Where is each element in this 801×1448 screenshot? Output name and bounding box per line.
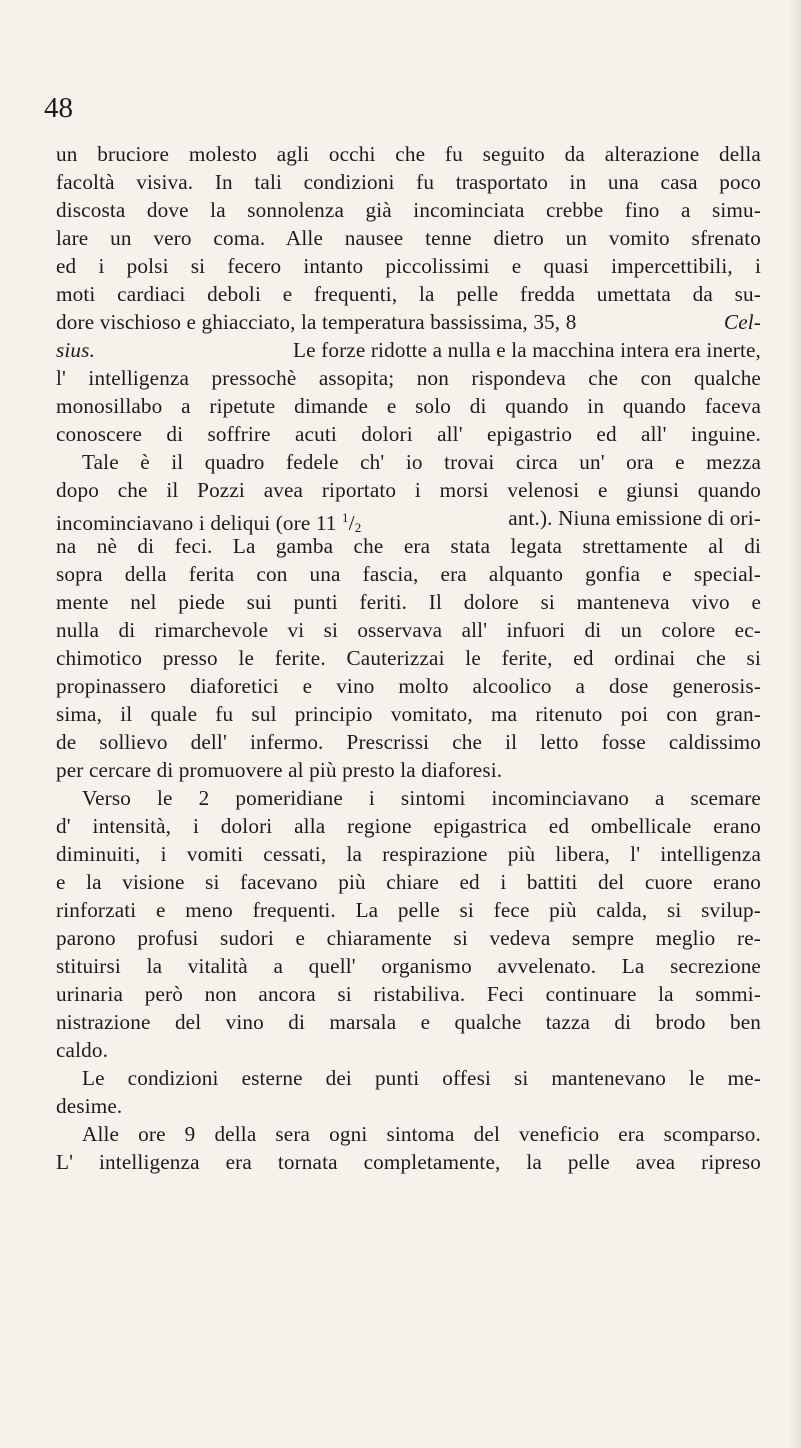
text-line: na nè di feci. La gamba che era stata legata strettamente al di: [56, 534, 761, 558]
text-line: L' intelligenza era tornata completamente, la pelle avea ripreso: [56, 1150, 761, 1174]
text-line: sopra della ferita con una fascia, era alquanto gonfia e special-: [56, 562, 761, 586]
paragraph-last-line: per cercare di promuovere al più presto la diaforesi.: [56, 758, 503, 782]
text-line: dopo che il Pozzi avea riportato i morsi velenosi e giunsi quando: [56, 478, 761, 502]
text-line: rinforzati e meno frequenti. La pelle si fece più calda, si svilup-: [56, 898, 761, 922]
fraction-slash: /: [348, 511, 355, 536]
italic-text-run: Cel-: [723, 310, 761, 334]
text-line: conoscere di soffrire acuti dolori all' epigastrio ed all' inguine.: [56, 422, 761, 446]
text-line: nistrazione del vino di marsala e qualche tazza di brodo ben: [56, 1010, 761, 1034]
paragraph-first-line: Alle ore 9 della sera ogni sintoma del veneficio era scomparso.: [82, 1122, 761, 1146]
page-number: 48: [44, 92, 73, 124]
italic-text-run: sius.: [56, 338, 96, 362]
page-text-block: [56, 96, 761, 1426]
text-line: de sollievo dell' infermo. Prescrissi che il letto fosse caldissimo: [56, 730, 761, 754]
text-line: facoltà visiva. In tali condizioni fu trasportato in una casa poco: [56, 170, 761, 194]
paragraph-first-line: Tale è il quadro fedele ch' io trovai circa un' ora e mezza: [82, 450, 761, 474]
paragraph-first-line: Le condizioni esterne dei punti offesi si mantenevano le me-: [82, 1066, 761, 1090]
text-run: ant.). Niuna emissione di ori-: [508, 506, 761, 530]
fraction-numerator: 1: [342, 510, 349, 525]
text-line: [56, 336, 761, 364]
text-line: d' intensità, i dolori alla regione epigastrica ed ombellicale erano: [56, 814, 761, 838]
text-line: urinaria però non ancora si ristabiliva. Feci continuare la sommi-: [56, 982, 761, 1006]
text-line: stituirsi la vitalità a quell' organismo avvelenato. La secrezione: [56, 954, 761, 978]
paragraph-last-line: desime.: [56, 1094, 123, 1118]
paragraph-first-line: Verso le 2 pomeridiane i sintomi incominciavano a scemare: [82, 786, 761, 810]
text-line: mente nel piede sui punti feriti. Il dolore si manteneva vivo e: [56, 590, 761, 614]
text-line: chimotico presso le ferite. Cauterizzai le ferite, ed ordinai che si: [56, 646, 761, 670]
text-line: discosta dove la sonnolenza già incominciata crebbe fino a simu-: [56, 198, 761, 222]
text-line: moti cardiaci deboli e frequenti, la pelle fredda umettata da su-: [56, 282, 761, 306]
text-line: diminuiti, i vomiti cessati, la respirazione più libera, l' intelligenza: [56, 842, 761, 866]
text-run: Le forze ridotte a nulla e la macchina intera era inerte,: [293, 338, 761, 362]
text-line: propinassero diaforetici e vino molto alcoolico a dose generosis-: [56, 674, 761, 698]
text-line: un bruciore molesto agli occhi che fu seguito da alterazione della: [56, 142, 761, 166]
text-line: parono profusi sudori e chiaramente si vedeva sempre meglio re-: [56, 926, 761, 950]
text-line: monosillabo a ripetute dimande e solo di quando in quando faceva: [56, 394, 761, 418]
text-run: incominciavano i deliqui (ore 11: [56, 511, 337, 536]
page-edge-shadow: [789, 0, 801, 1448]
fraction-denominator: 2: [354, 520, 362, 536]
text-line: lare un vero coma. Alle nausee tenne dietro un vomito sfrenato: [56, 226, 761, 250]
text-line: l' intelligenza pressochè assopita; non rispondeva che con qualche: [56, 366, 761, 390]
paragraph-last-line: caldo.: [56, 1038, 109, 1062]
text-line: sima, il quale fu sul principio vomitato, ma ritenuto poi con gran-: [56, 702, 761, 726]
text-line: ed i polsi si fecero intanto piccolissimi e quasi impercettibili, i: [56, 254, 761, 278]
text-run: dore vischioso e ghiacciato, la temperatura bassissima, 35, 8: [56, 310, 577, 334]
text-line: [56, 308, 761, 336]
text-line: e la visione si facevano più chiare ed i battiti del cuore erano: [56, 870, 761, 894]
text-line: nulla di rimarchevole vi si osservava all' infuori di un colore ec-: [56, 618, 761, 642]
